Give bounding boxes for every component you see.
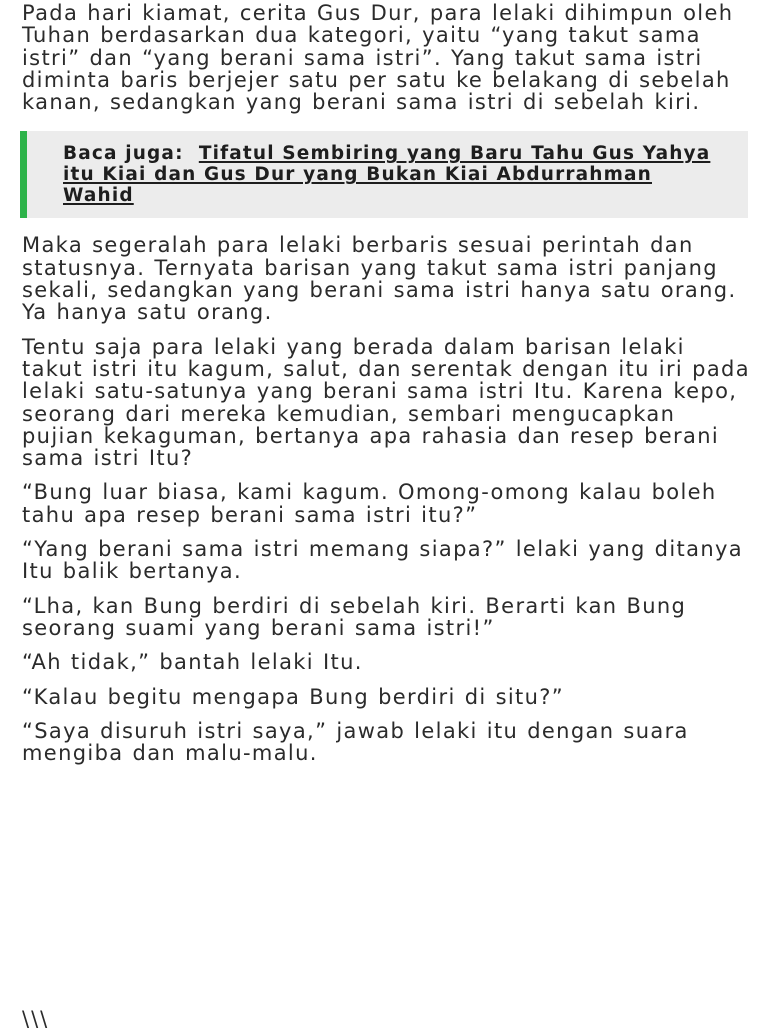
callout-text (63, 143, 728, 206)
related-article-callout (20, 131, 748, 218)
paragraph-2: Maka segeralah para lelaki berbaris sesuai perintah dan statusnya. Ternyata barisan yang takut sama istri panjang sekali, sedangkan yang berani sama istri hanya satu orang. Ya hanya satu orang. (22, 233, 737, 325)
paragraph-1: Pada hari kiamat, cerita Gus Dur, para lelaki dihimpun oleh Tuhan berdasarkan dua kategori, yaitu “yang takut sama istri” dan “yang berani sama istri”. Yang takut sama istri diminta baris berjejer satu per satu ke belakang di sebelah kanan, sedangkan yang berani sama istri di sebelah kiri. (22, 1, 734, 115)
paragraph-8: “Kalau begitu mengapa Bung berdiri di situ?” (22, 684, 565, 709)
truncated-text-marker: \\\ (22, 1007, 50, 1031)
paragraph-5: “Yang berani sama istri memang siapa?” lelaki yang ditanya Itu balik bertanya. (22, 537, 744, 584)
article-body (22, 2, 750, 776)
paragraph-3: Tentu saja para lelaki yang berada dalam barisan lelaki takut istri itu kagum, salut, dan serentak dengan itu iri pada lelaki satu-satunya yang berani sama istri Itu. Karena kepo, seorang dari mereka kemudian, sembari mengucapkan pujian kekaguman, bertanya apa rahasia dan resep berani sama istri Itu? (22, 334, 750, 471)
paragraph-9: “Saya disuruh istri saya,” jawab lelaki itu dengan suara mengiba dan malu-malu. (22, 718, 689, 766)
callout-label: Baca juga: (63, 143, 184, 165)
paragraph-7: “Ah tidak,” bantah lelaki Itu. (22, 650, 363, 675)
paragraph-4: “Bung luar biasa, kami kagum. Omong-omong kalau boleh tahu apa resep berani sama istri itu?” (22, 480, 717, 527)
related-article-link[interactable]: Tifatul Sembiring yang Baru Tahu Gus Yahya itu Kiai dan Gus Dur yang Bukan Kiai Abdurrahman Wahid (63, 143, 711, 207)
paragraph-6: “Lha, kan Bung berdiri di sebelah kiri. Berarti kan Bung seorang suami yang berani sama istri!” (22, 593, 687, 640)
